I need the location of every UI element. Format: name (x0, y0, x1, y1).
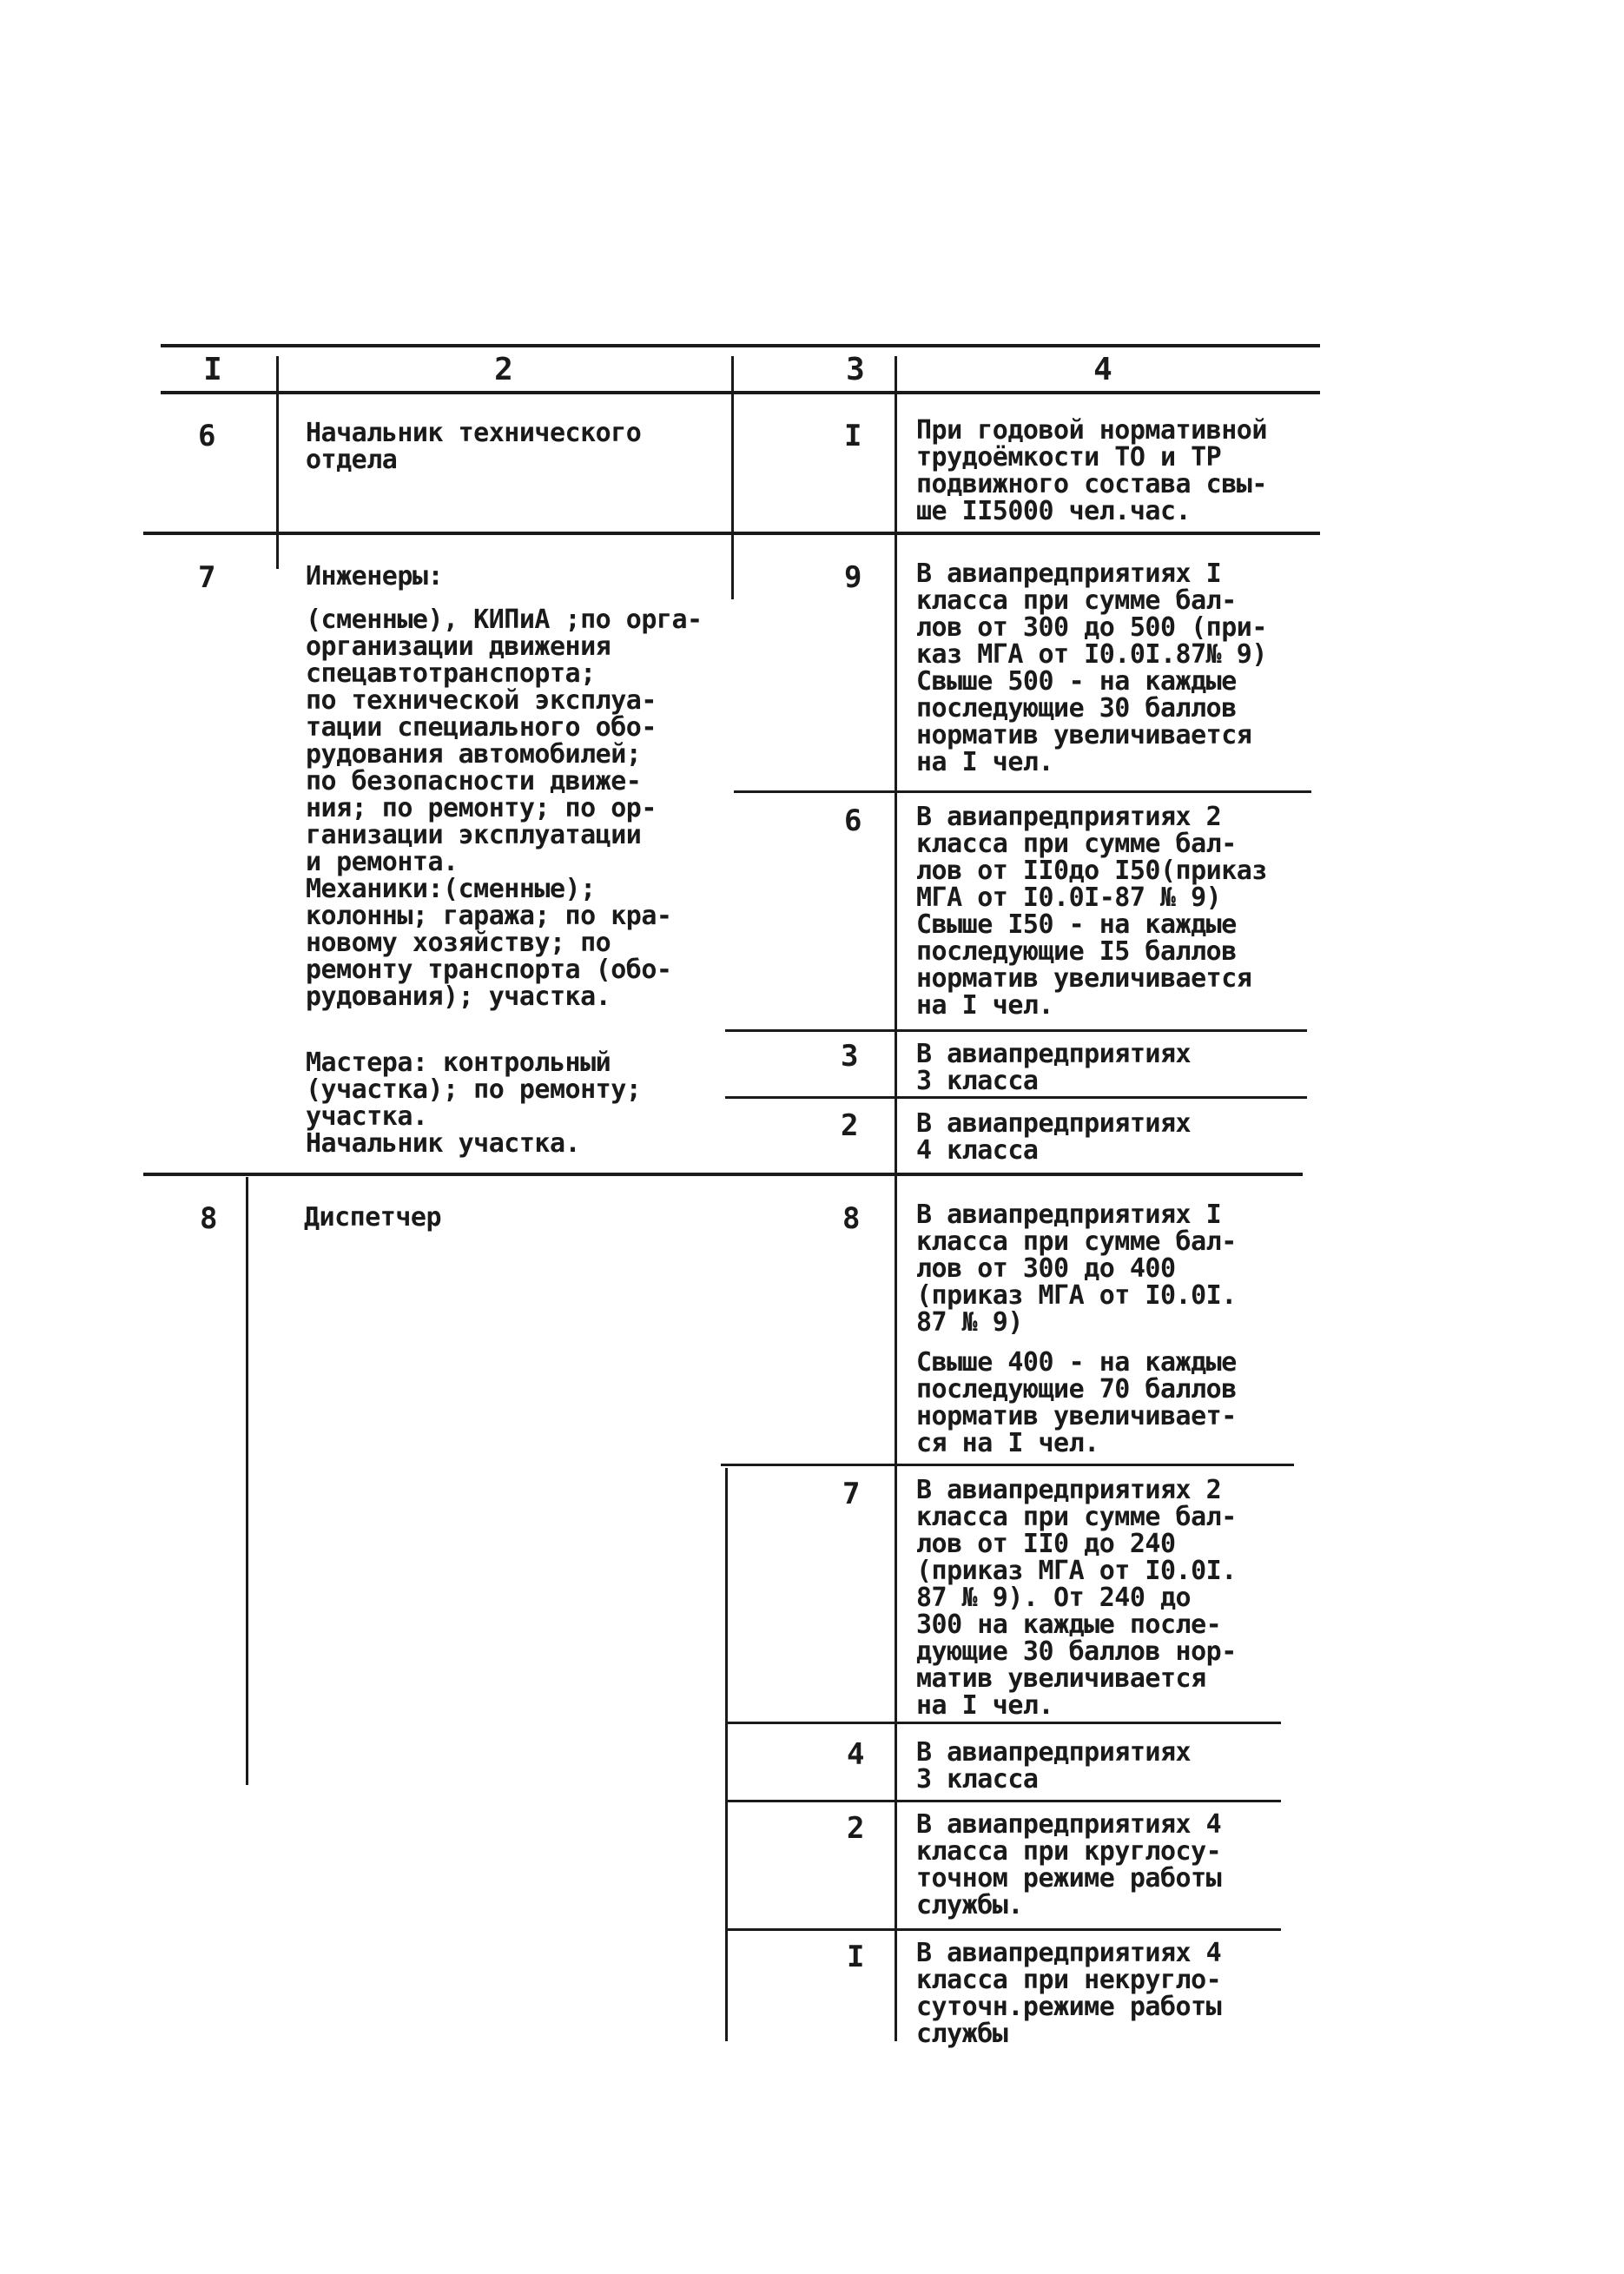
staff-count: 3 (841, 1039, 859, 1074)
row-number: 8 (200, 1201, 218, 1236)
staff-count: 9 (844, 560, 862, 595)
norm-text: В авиапредприятиях 4 класса при круглосу- точном режиме работы службы. (916, 1809, 1222, 1920)
staff-count: 2 (847, 1811, 865, 1846)
header-col-3: 3 (846, 352, 865, 387)
row-number: 6 (198, 419, 216, 453)
header-col-1: I (203, 352, 222, 387)
position-title: Диспетчер (304, 1202, 442, 1233)
norm-text: В авиапредприятиях I класса при сумме бал- лов от 300 до 400 (приказ МГА от I0.0I. 87 № 9) (916, 1200, 1237, 1338)
row-divider (143, 532, 1320, 535)
norm-text: При годовой нормативной трудоёмкости ТО и ТР подвижного состава свы- ше II5000 чел.час. (916, 415, 1267, 526)
col-separator-2 (725, 1468, 728, 2041)
staff-count: 7 (842, 1477, 861, 1511)
staff-count: I (844, 419, 862, 453)
norm-text: В авиапредприятиях 2 класса при сумме бал- лов от II0 до 240 (приказ МГА от I0.0I. 87 № 9). От 240 до 300 на каждые после- дующие 30 баллов нор- матив увеличивается на I чел. (916, 1475, 1237, 1721)
col-separator-2 (731, 356, 734, 599)
header-col-2: 2 (494, 352, 513, 387)
norm-text: В авиапредприятиях 4 класса (916, 1108, 1192, 1166)
row-divider (143, 1173, 1303, 1176)
norm-text: В авиапредприятиях 2 класса при сумме бал- лов от II0до I50(приказ МГА от I0.0I-87 № 9) Свыше I50 - на каждые последующие I5 баллов норматив увеличивается на I чел. (916, 802, 1267, 1021)
norm-divider (721, 1464, 1294, 1466)
header-col-4: 4 (1093, 352, 1112, 387)
header-bottom-rule (161, 391, 1320, 394)
position-heading: Инженеры: (306, 561, 444, 592)
col-separator-1 (276, 356, 279, 569)
norm-divider (725, 1096, 1307, 1099)
norm-divider (725, 1722, 1281, 1724)
norm-divider (725, 1928, 1281, 1931)
norm-text: В авиапредприятиях 3 класса (916, 1039, 1192, 1096)
staff-count: 4 (847, 1737, 865, 1772)
staff-count: 6 (844, 803, 862, 838)
norm-divider (725, 1800, 1281, 1802)
norm-divider (725, 1029, 1307, 1032)
col-separator-3 (895, 356, 897, 2041)
row-number: 7 (198, 560, 216, 595)
position-title: Начальник технического отдела (306, 418, 642, 475)
staff-count: 8 (842, 1201, 861, 1236)
norm-text: В авиапредприятиях I класса при сумме бал- лов от 300 до 500 (при- каз МГА от I0.0I.87№ 9) Свыше 500 - на каждые последующие 30 баллов норматив увеличивается на I чел. (916, 559, 1267, 777)
table-top-rule (161, 344, 1320, 347)
position-title: (сменные), КИПиА ;по орга- организации движения спецавтотранспорта; по технической эксплуа- тации специального обо- рудования автомобилей; по безопасности движе- ния; по ремонту; по ор- ганизации эксплуатации и ремонта. Механики:(сменные); колонны; гаража; по кра- новому хозяйству; по ремонту транспорта (обо- рудования); участка. (306, 605, 703, 1012)
norm-text: В авиапредприятиях 4 класса при некругло- суточн.режиме работы службы (916, 1938, 1222, 2049)
staff-count: I (847, 1940, 865, 1974)
staff-count: 2 (841, 1108, 859, 1143)
col-separator-1 (246, 1177, 248, 1785)
position-title: Мастера: контрольный (участка); по ремонту; участка. Начальник участка. (306, 1048, 642, 1159)
norm-text: Свыше 400 - на каждые последующие 70 баллов норматив увеличивает- ся на I чел. (916, 1347, 1237, 1458)
norm-divider (734, 790, 1311, 793)
norm-text: В авиапредприятиях 3 класса (916, 1737, 1192, 1795)
